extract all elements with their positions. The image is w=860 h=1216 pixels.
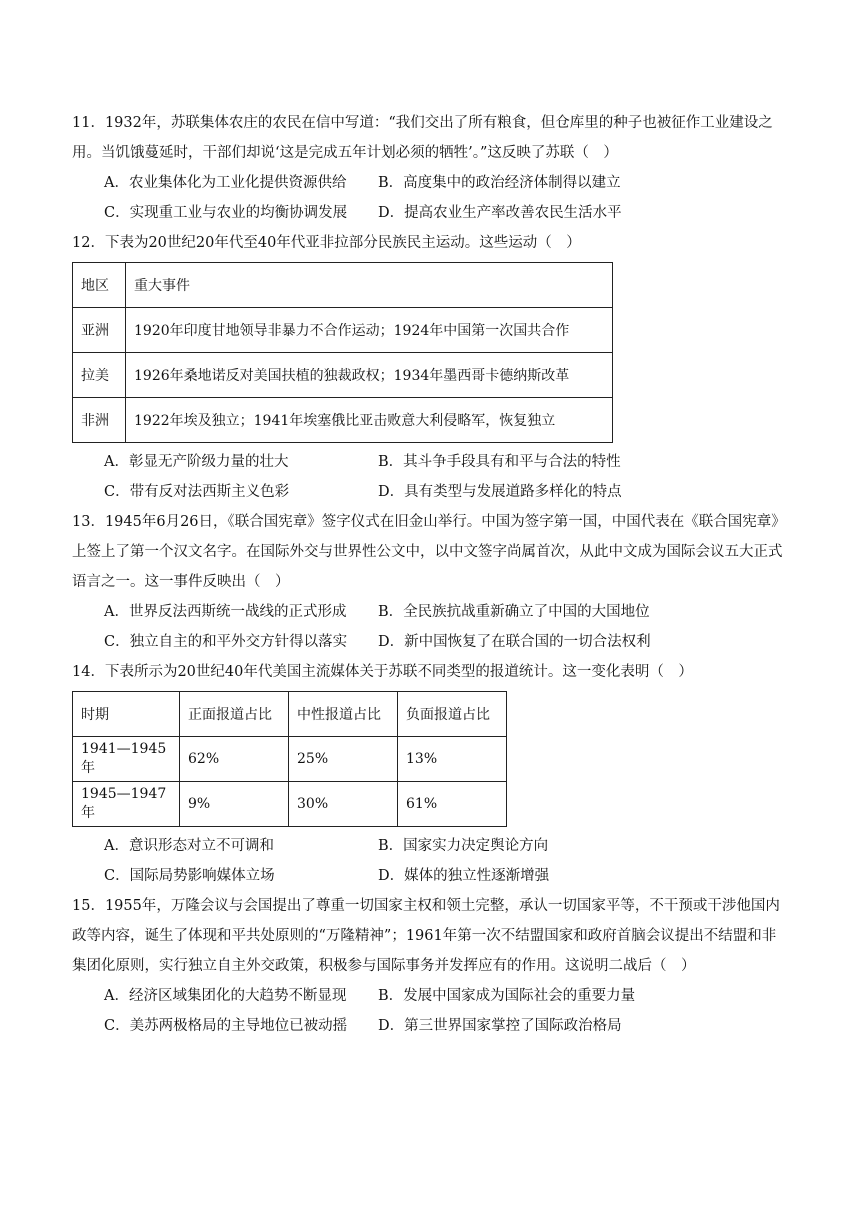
table-row bbox=[73, 308, 613, 353]
media-stats-table bbox=[72, 691, 507, 827]
question-text: 13．1945年6月26日，《联合国宪章》签字仪式在旧金山举行。中国为签字第一国，中国代表在《联合国宪章》上签上了第一个汉文名字。在国际外交与世界性公文中，以中文签字尚属首次，从此中文成为国际会议五大正式语言之一。这一事件反映出（ ） bbox=[72, 514, 786, 590]
table-cell: 13% bbox=[398, 737, 507, 782]
option-d[interactable]: D．具有类型与发展道路多样化的特点 bbox=[378, 484, 622, 500]
table-header-cell: 正面报道占比 bbox=[180, 692, 289, 737]
option-d[interactable]: D．新中国恢复了在联合国的一切合法权利 bbox=[378, 634, 651, 650]
option-a[interactable]: A．彰显无产阶级力量的壮大 bbox=[104, 454, 289, 470]
table-header-cell: 地区 bbox=[73, 263, 126, 308]
table-cell: 30% bbox=[289, 782, 398, 827]
options bbox=[104, 597, 788, 657]
option-a[interactable]: A．意识形态对立不可调和 bbox=[104, 838, 274, 854]
options bbox=[104, 831, 788, 891]
table-row bbox=[73, 353, 613, 398]
question-text: 14．下表所示为20世纪40年代美国主流媒体关于苏联不同类型的报道统计。这一变化表明（ ） bbox=[72, 664, 693, 680]
exam-page bbox=[72, 108, 788, 1041]
table-header-cell: 中性报道占比 bbox=[289, 692, 398, 737]
table-cell: 61% bbox=[398, 782, 507, 827]
question-12 bbox=[72, 228, 788, 507]
table-cell: 1920年印度甘地领导非暴力不合作运动；1924年中国第一次国共合作 bbox=[126, 308, 613, 353]
question-11 bbox=[72, 108, 788, 228]
option-d[interactable]: D．媒体的独立性逐渐增强 bbox=[378, 868, 550, 884]
table-cell: 1926年桑地诺反对美国扶植的独裁政权；1934年墨西哥卡德纳斯改革 bbox=[126, 353, 613, 398]
table-cell: 1922年埃及独立；1941年埃塞俄比亚击败意大利侵略军，恢复独立 bbox=[126, 398, 613, 443]
movements-table bbox=[72, 262, 613, 443]
table-cell: 亚洲 bbox=[73, 308, 126, 353]
option-c[interactable]: C．独立自主的和平外交方针得以落实 bbox=[104, 634, 348, 650]
table-header-row bbox=[73, 263, 613, 308]
option-a[interactable]: A．世界反法西斯统一战线的正式形成 bbox=[104, 604, 347, 620]
options bbox=[104, 168, 788, 228]
question-15 bbox=[72, 891, 788, 1041]
table-row bbox=[73, 398, 613, 443]
question-13 bbox=[72, 507, 788, 657]
option-b[interactable]: B．高度集中的政治经济体制得以建立 bbox=[378, 175, 621, 191]
option-c[interactable]: C．带有反对法西斯主义色彩 bbox=[104, 484, 290, 500]
question-text: 15．1955年，万隆会议与会国提出了尊重一切国家主权和领土完整，承认一切国家平等，不干预或干涉他国内政等内容，诞生了体现和平共处原则的“万隆精神”；1961年第一次不结盟国家和政府首脑会议提出不结盟和非集团化原则，实行独立自主外交政策，积极参与国际事务并发挥应有的作用。这说明二战后（ ） bbox=[72, 898, 780, 974]
table-header-row bbox=[73, 692, 507, 737]
option-a[interactable]: A．经济区域集团化的大趋势不断显现 bbox=[104, 988, 347, 1004]
table-cell: 1941—1945年 bbox=[73, 737, 180, 782]
option-c[interactable]: C．国际局势影响媒体立场 bbox=[104, 868, 275, 884]
options bbox=[104, 447, 788, 507]
table-row bbox=[73, 737, 507, 782]
option-a[interactable]: A．农业集体化为工业化提供资源供给 bbox=[104, 175, 347, 191]
table-cell: 非洲 bbox=[73, 398, 126, 443]
table-cell: 9% bbox=[180, 782, 289, 827]
table-cell: 拉美 bbox=[73, 353, 126, 398]
option-b[interactable]: B．全民族抗战重新确立了中国的大国地位 bbox=[378, 604, 650, 620]
question-text: 11．1932年，苏联集体农庄的农民在信中写道：“我们交出了所有粮食，但仓库里的种子也被征作工业建设之用。当饥饿蔓延时，干部们却说‘这是完成五年计划必须的牺牲’。”这反映了苏联（ ） bbox=[72, 115, 773, 161]
table-cell: 25% bbox=[289, 737, 398, 782]
table-row bbox=[73, 782, 507, 827]
question-text: 12．下表为20世纪20年代至40年代亚非拉部分民族民主运动。这些运动（ ） bbox=[72, 235, 581, 251]
option-d[interactable]: D．第三世界国家掌控了国际政治格局 bbox=[378, 1018, 622, 1034]
table-cell: 1945—1947年 bbox=[73, 782, 180, 827]
option-b[interactable]: B．国家实力决定舆论方向 bbox=[378, 838, 549, 854]
option-c[interactable]: C．实现重工业与农业的均衡协调发展 bbox=[104, 205, 348, 221]
option-b[interactable]: B．发展中国家成为国际社会的重要力量 bbox=[378, 988, 636, 1004]
option-d[interactable]: D．提高农业生产率改善农民生活水平 bbox=[378, 205, 622, 221]
table-header-cell: 负面报道占比 bbox=[398, 692, 507, 737]
options bbox=[104, 981, 788, 1041]
option-b[interactable]: B．其斗争手段具有和平与合法的特性 bbox=[378, 454, 621, 470]
option-c[interactable]: C．美苏两极格局的主导地位已被动摇 bbox=[104, 1018, 348, 1034]
table-cell: 62% bbox=[180, 737, 289, 782]
question-14 bbox=[72, 657, 788, 891]
table-header-cell: 时期 bbox=[73, 692, 180, 737]
table-header-cell: 重大事件 bbox=[126, 263, 613, 308]
